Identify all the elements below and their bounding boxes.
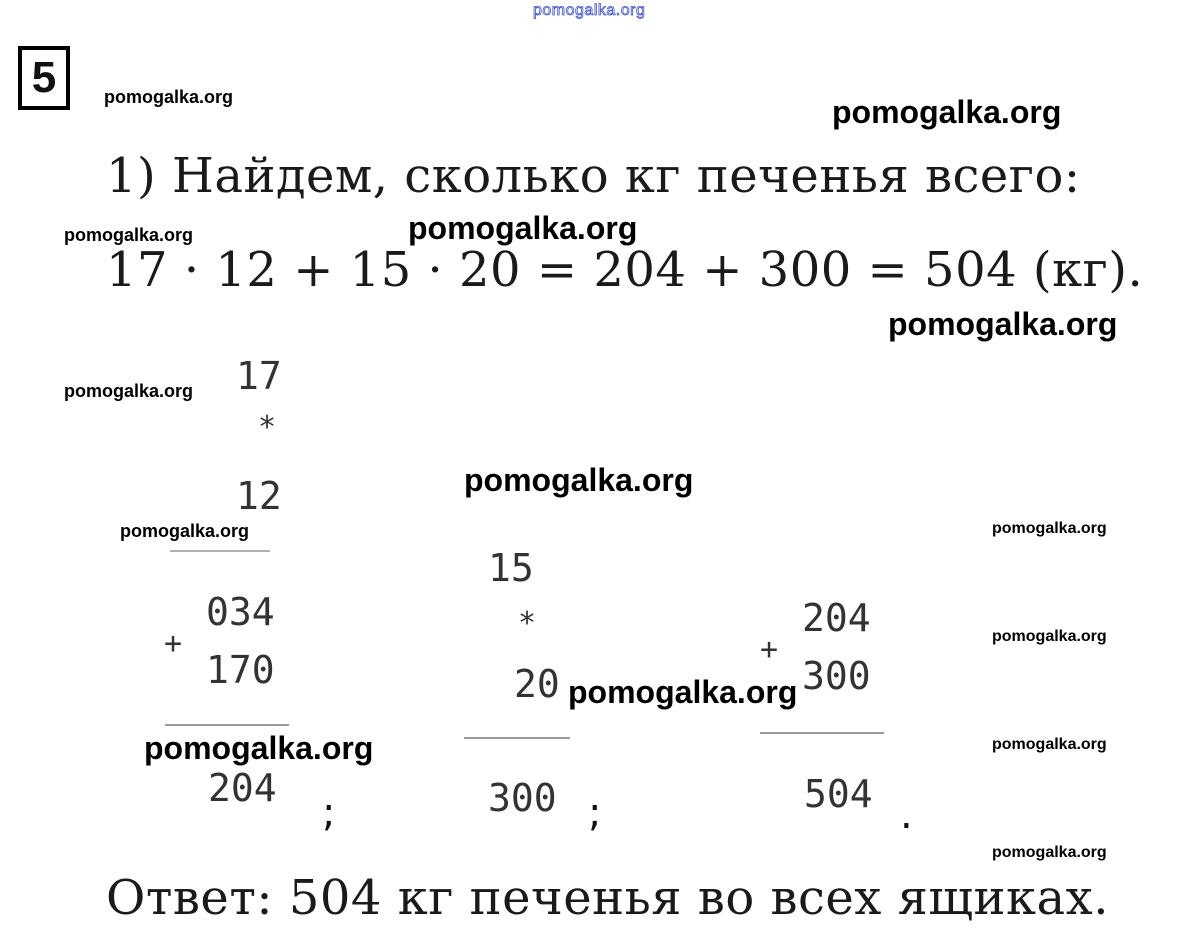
calc1-result: 204 <box>208 766 277 810</box>
watermark-right-small-4: pomogalka.org <box>992 844 1107 861</box>
calc1-partial-2: 170 <box>206 648 275 692</box>
watermark-right-1: pomogalka.org <box>888 306 1118 342</box>
calc2-multiplicand: 15 <box>488 546 534 590</box>
calc2-rule <box>464 737 570 739</box>
calc3-addend-2: 300 <box>802 654 871 698</box>
calc1-separator: ; <box>322 790 336 836</box>
watermark-center-1: pomogalka.org <box>408 210 638 246</box>
answer-line: Ответ: 504 кг печенья во всех ящиках. <box>106 870 1109 926</box>
calc1-multiplier: 12 <box>236 474 282 518</box>
calc1-plus-sign: + <box>164 626 183 661</box>
watermark-right-small-2: pomogalka.org <box>992 628 1107 645</box>
watermark-left-1: pomogalka.org <box>64 225 194 245</box>
watermark-top: pomogalka.org <box>533 2 646 19</box>
calc3-separator: . <box>900 792 913 838</box>
watermark-left-2: pomogalka.org <box>64 381 194 401</box>
watermark-header-right: pomogalka.org <box>832 94 1062 130</box>
calc2-separator: ; <box>588 790 602 836</box>
main-equation: 17 · 12 + 15 · 20 = 204 + 300 = 504 (кг). <box>106 242 1144 298</box>
calc2-multiplier: 20 <box>514 662 560 706</box>
watermark-header-small: pomogalka.org <box>104 87 234 107</box>
calc2-multiply-sign: * <box>518 606 537 641</box>
watermark-right-small-3: pomogalka.org <box>992 736 1107 753</box>
watermark-left-4: pomogalka.org <box>144 730 374 766</box>
calc1-multiply-sign: * <box>258 410 277 445</box>
calc2-result: 300 <box>488 776 557 820</box>
task-number-badge: 5 <box>18 46 70 110</box>
watermark-left-3: pomogalka.org <box>120 521 250 541</box>
calc3-plus-sign: + <box>760 632 779 667</box>
calc1-multiplicand: 17 <box>236 354 282 398</box>
watermark-center-2: pomogalka.org <box>464 462 694 498</box>
calc3-rule <box>760 732 884 734</box>
watermark-right-small-1: pomogalka.org <box>992 520 1107 537</box>
calc1-sum-rule <box>165 724 289 726</box>
calc3-result: 504 <box>804 772 873 816</box>
calc1-mult-rule <box>170 550 270 552</box>
calc3-addend-1: 204 <box>802 596 871 640</box>
watermark-middle-3: pomogalka.org <box>568 674 798 710</box>
step1-heading: 1) Найдем, сколько кг печенья всего: <box>106 148 1081 204</box>
calc1-partial-1: 034 <box>206 590 275 634</box>
